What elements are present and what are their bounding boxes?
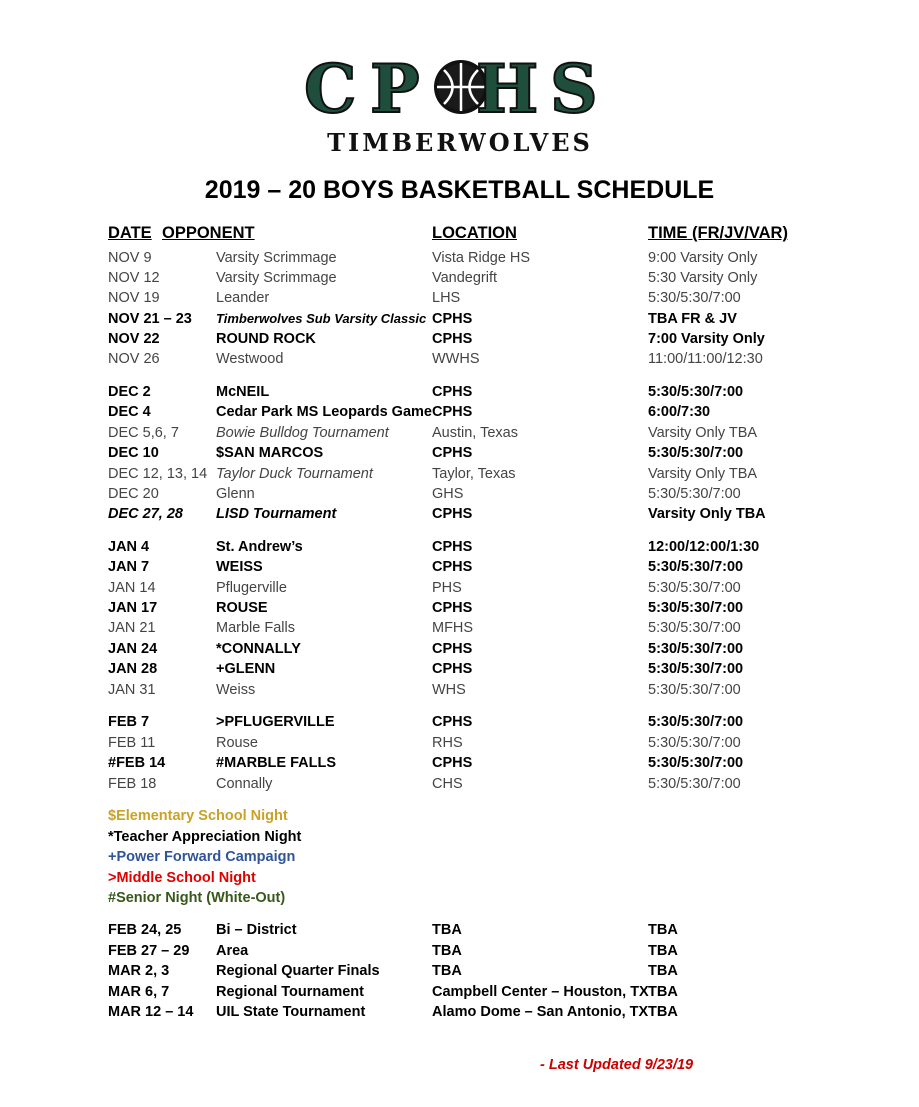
cell-location: TBA [432, 963, 462, 979]
cell-location: WHS [432, 682, 466, 698]
cell-location: CPHS [432, 539, 473, 555]
cell-opponent: Rouse [216, 735, 258, 751]
cell-date: JAN 31 [108, 682, 156, 698]
cell-opponent: Leander [216, 290, 270, 306]
logo-letter: P [370, 50, 422, 128]
cell-location: CPHS [432, 445, 473, 461]
table-row [0, 288, 919, 308]
cell-location: TBA [432, 943, 462, 959]
cell-location: CPHS [432, 714, 473, 730]
cell-location: CPHS [432, 384, 473, 400]
cell-time: Varsity Only TBA [648, 425, 758, 441]
cell-date: JAN 21 [108, 620, 156, 636]
cell-location: Vandegrift [432, 270, 498, 286]
cell-opponent: Varsity Scrimmage [216, 270, 337, 286]
table-row [0, 464, 919, 484]
table-row [0, 659, 919, 679]
cell-time: 5:30/5:30/7:00 [648, 755, 744, 771]
cell-date: DEC 5,6, 7 [108, 425, 179, 441]
cell-time: TBA [648, 922, 678, 938]
cell-date: DEC 4 [108, 404, 151, 420]
cell-opponent: Regional Tournament [216, 984, 364, 1000]
cell-time: 5:30 Varsity Only [648, 270, 758, 286]
cell-opponent: ROUSE [216, 600, 268, 616]
cell-date: NOV 22 [108, 331, 160, 347]
cell-date: NOV 19 [108, 290, 160, 306]
cell-opponent: Taylor Duck Tournament [216, 466, 373, 482]
cell-date: MAR 6, 7 [108, 984, 170, 1000]
cell-time: 5:30/5:30/7:00 [648, 384, 744, 400]
cell-location: LHS [432, 290, 461, 306]
cell-date: NOV 9 [108, 250, 152, 266]
cell-opponent: WEISS [216, 559, 263, 575]
cell-date: NOV 26 [108, 351, 160, 367]
cell-location: CPHS [432, 506, 473, 522]
table-row [0, 329, 919, 349]
cell-time: 5:30/5:30/7:00 [648, 620, 741, 636]
cell-date: JAN 17 [108, 600, 158, 616]
cell-time: 5:30/5:30/7:00 [648, 486, 741, 502]
school-logo [300, 50, 620, 157]
table-row [0, 349, 919, 369]
cell-opponent: Connally [216, 776, 273, 792]
table-row [0, 423, 919, 443]
cell-location: Austin, Texas [432, 425, 518, 441]
table-row [0, 753, 919, 773]
cell-location: MFHS [432, 620, 474, 636]
cell-time: Varsity Only TBA [648, 466, 758, 482]
logo-letter: S [550, 50, 600, 128]
cell-opponent: Pflugerville [216, 580, 287, 596]
table-row [0, 680, 919, 700]
table-row [0, 578, 919, 598]
table-row [0, 309, 919, 329]
cell-location: Alamo Dome – San Antonio, TX [432, 1004, 649, 1020]
cell-location: Campbell Center – Houston, TX [432, 984, 649, 1000]
cell-opponent: Weiss [216, 682, 256, 698]
table-row [0, 557, 919, 577]
cell-time: TBA [648, 943, 678, 959]
playoff-row [0, 961, 919, 981]
cell-location: Taylor, Texas [432, 466, 516, 482]
legend-item: +Power Forward Campaign [108, 849, 296, 865]
page-title: 2019 – 20 BOYS BASKETBALL SCHEDULE [204, 176, 715, 204]
cell-date: JAN 24 [108, 641, 158, 657]
cell-location: CPHS [432, 331, 473, 347]
cell-location: CPHS [432, 404, 473, 420]
header-time-label: TIME [648, 224, 688, 242]
cell-location: TBA [432, 922, 462, 938]
cell-location: CPHS [432, 600, 473, 616]
cell-opponent: Bi – District [216, 922, 297, 938]
table-row [0, 443, 919, 463]
cell-opponent: Westwood [216, 351, 284, 367]
table-row [0, 504, 919, 524]
cell-date: MAR 12 – 14 [108, 1004, 194, 1020]
cell-time: TBA [648, 963, 678, 979]
table-row [0, 248, 919, 268]
cell-date: DEC 10 [108, 445, 159, 461]
cell-opponent: #MARBLE FALLS [216, 755, 337, 771]
cell-date: JAN 14 [108, 580, 156, 596]
table-row [0, 618, 919, 638]
cell-date: #FEB 14 [108, 755, 166, 771]
playoff-row [0, 982, 919, 1002]
logo-letter: C [304, 50, 359, 128]
cell-time: 5:30/5:30/7:00 [648, 580, 741, 596]
cell-time: 5:30/5:30/7:00 [648, 600, 744, 616]
header-opponent: OPPONENT [162, 224, 255, 242]
cell-location: CPHS [432, 755, 473, 771]
cell-date: FEB 27 – 29 [108, 943, 190, 959]
cell-opponent: >PFLUGERVILLE [216, 714, 335, 730]
logo-letter: H [476, 50, 541, 128]
cell-opponent: ROUND ROCK [216, 331, 316, 347]
cell-time: TBA FR & JV [648, 311, 737, 327]
cell-opponent: Glenn [216, 486, 255, 502]
table-row [0, 639, 919, 659]
cell-time: 11:00/11:00/12:30 [648, 351, 763, 367]
header-date: DATE [108, 224, 152, 242]
cell-location: RHS [432, 735, 463, 751]
cell-time: TBA [648, 984, 678, 1000]
legend-item: #Senior Night (White-Out) [108, 890, 286, 906]
cell-time: 5:30/5:30/7:00 [648, 776, 741, 792]
cell-date: NOV 21 – 23 [108, 311, 192, 327]
cell-location: CPHS [432, 559, 473, 575]
table-row [0, 382, 919, 402]
cell-location: PHS [432, 580, 462, 596]
cell-date: JAN 28 [108, 661, 158, 677]
cell-date: NOV 12 [108, 270, 160, 286]
legend-item: $Elementary School Night [108, 808, 288, 824]
cell-time: TBA [648, 1004, 678, 1020]
cell-opponent: Cedar Park MS Leopards Game [216, 404, 432, 420]
cell-time: 12:00/12:00/1:30 [648, 539, 760, 555]
table-row [0, 537, 919, 557]
cell-time: 5:30/5:30/7:00 [648, 641, 744, 657]
table-row [0, 402, 919, 422]
cell-location: CHS [432, 776, 463, 792]
header-time [648, 224, 788, 243]
cell-date: FEB 24, 25 [108, 922, 182, 938]
legend-item: *Teacher Appreciation Night [108, 829, 302, 845]
cell-date: JAN 4 [108, 539, 150, 555]
table-row [0, 712, 919, 732]
cell-date: FEB 7 [108, 714, 150, 730]
cell-opponent: Area [216, 943, 249, 959]
cell-opponent: McNEIL [216, 384, 270, 400]
cell-location: GHS [432, 486, 464, 502]
cell-date: FEB 18 [108, 776, 157, 792]
cell-opponent: Regional Quarter Finals [216, 963, 380, 979]
cell-time: 5:30/5:30/7:00 [648, 735, 741, 751]
table-row [0, 268, 919, 288]
logo-wordmark [300, 50, 620, 128]
logo-subtitle: TIMBERWOLVES [327, 128, 593, 157]
cell-date: DEC 12, 13, 14 [108, 466, 208, 482]
cell-location: CPHS [432, 641, 473, 657]
cell-location: CPHS [432, 311, 473, 327]
playoff-row [0, 920, 919, 940]
playoff-row [0, 941, 919, 961]
table-row [0, 484, 919, 504]
cell-date: DEC 27, 28 [108, 506, 183, 522]
cell-time: 6:00/7:30 [648, 404, 711, 420]
table-row [0, 774, 919, 794]
cell-opponent: Bowie Bulldog Tournament [216, 425, 389, 441]
table-row [0, 598, 919, 618]
legend-item: >Middle School Night [108, 870, 256, 886]
cell-time: 5:30/5:30/7:00 [648, 445, 744, 461]
cell-time: 5:30/5:30/7:00 [648, 290, 741, 306]
cell-opponent: Marble Falls [216, 620, 295, 636]
cell-opponent: Timberwolves Sub Varsity Classic [216, 311, 427, 326]
cell-time: 5:30/5:30/7:00 [648, 661, 744, 677]
cell-opponent: +GLENN [216, 661, 276, 677]
cell-date: MAR 2, 3 [108, 963, 170, 979]
cell-opponent: *CONNALLY [216, 641, 301, 657]
cell-date: DEC 2 [108, 384, 151, 400]
header-time-sub: (FR/JV/VAR) [692, 224, 788, 242]
cell-opponent: St. Andrew’s [216, 539, 303, 555]
last-updated: - Last Updated 9/23/19 [540, 1057, 694, 1073]
cell-date: FEB 11 [108, 735, 156, 751]
cell-time: 5:30/5:30/7:00 [648, 682, 741, 698]
cell-opponent: $SAN MARCOS [216, 445, 324, 461]
cell-time: Varsity Only TBA [648, 506, 766, 522]
cell-location: WWHS [432, 351, 480, 367]
table-row [0, 733, 919, 753]
cell-time: 9:00 Varsity Only [648, 250, 758, 266]
cell-opponent: UIL State Tournament [216, 1004, 366, 1020]
cell-opponent: Varsity Scrimmage [216, 250, 337, 266]
cell-location: Vista Ridge HS [432, 250, 531, 266]
cell-location: CPHS [432, 661, 473, 677]
cell-time: 5:30/5:30/7:00 [648, 559, 744, 575]
cell-opponent: LISD Tournament [216, 506, 337, 522]
cell-time: 5:30/5:30/7:00 [648, 714, 744, 730]
header-location: LOCATION [432, 224, 517, 242]
cell-date: JAN 7 [108, 559, 150, 575]
cell-date: DEC 20 [108, 486, 159, 502]
cell-time: 7:00 Varsity Only [648, 331, 765, 347]
playoff-row [0, 1002, 919, 1022]
